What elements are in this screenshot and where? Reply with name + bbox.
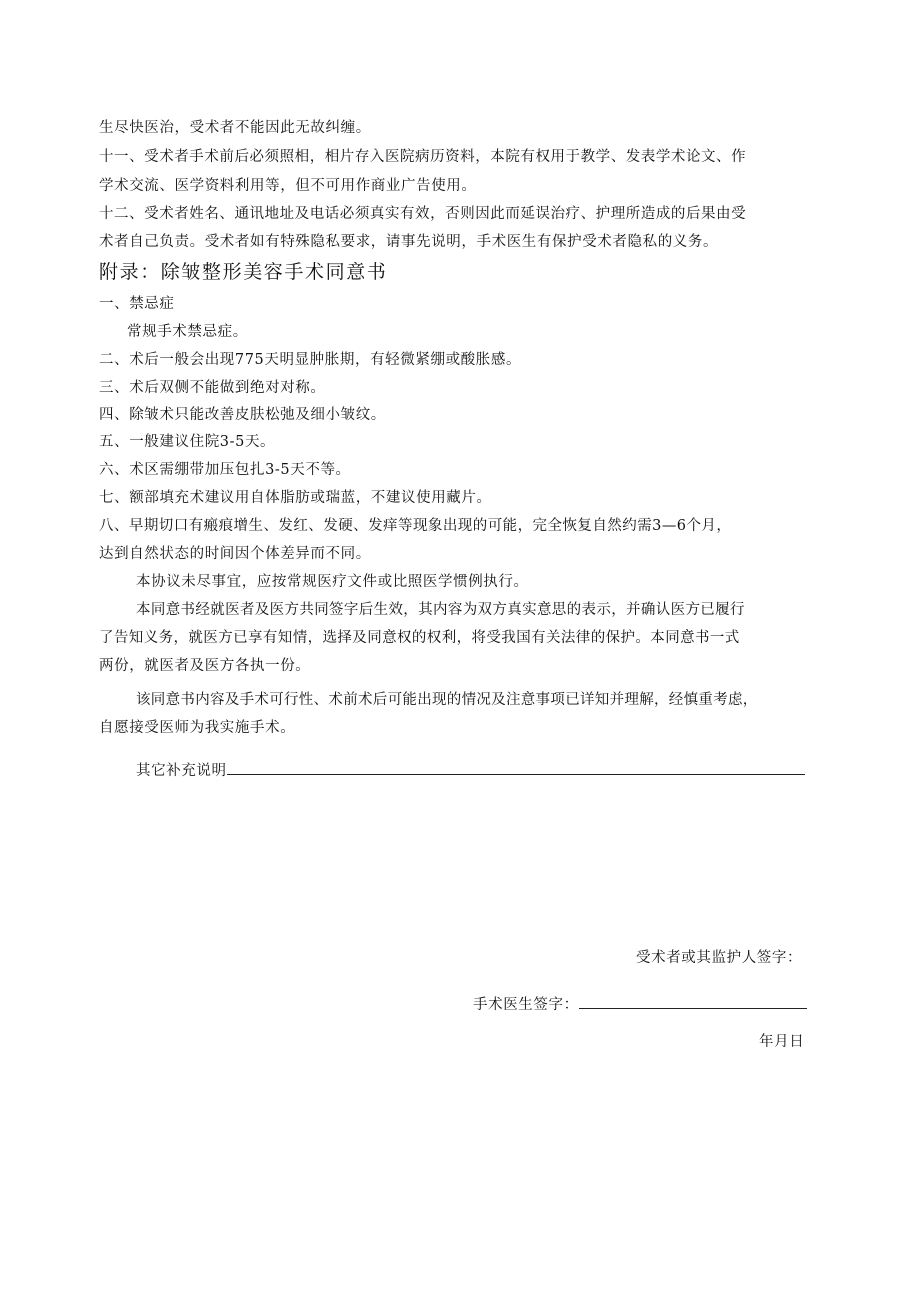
other-notes-row: [136, 760, 805, 781]
surgeon-signature-label: 手术医生签字：: [473, 997, 579, 1013]
closing-paragraph-1: 本协议未尽事宜，应按常规医疗文件或比照医学惯例执行。: [136, 574, 529, 590]
appendix-item-8-line-2: 达到自然状态的时间因个体差异而不同。: [99, 546, 371, 562]
appendix-item-3: 三、术后双侧不能做到绝对对称。: [99, 380, 326, 396]
appendix-item-6: 六、术区需绷带加压包扎3-5天不等。: [99, 462, 351, 478]
clause-11-line-1: [99, 147, 823, 167]
appendix-item-2: 二、术后一般会出现775天明显肿胀期，有轻微紧绷或酸胀感。: [99, 352, 522, 368]
appendix-item-1-detail: 常规手术禁忌症。: [127, 324, 248, 340]
appendix-item-4: 四、除皱术只能改善皮肤松弛及细小皱纹。: [99, 407, 386, 423]
surgeon-signature-row: [473, 994, 807, 1015]
appendix-item-5: 五、一般建议住院3-5天。: [99, 434, 276, 450]
clause-11-line-2: 学术交流、医学资料利用等，但不可用作商业广告使用。: [99, 178, 477, 194]
other-notes-label: 其它补充说明: [136, 763, 227, 779]
closing-paragraph-3-line-2: 自愿接受医师为我实施手术。: [99, 720, 296, 736]
closing-paragraph-3-line-1: 该同意书内容及手术可行性、术前术后可能出现的情况及注意事项已详知并理解，经慎重考虑，: [136, 692, 758, 708]
clause-12-line-1: 十二、受术者姓名、通讯地址及电话必须真实有效，否则因此而延误治疗、护理所造成的后果由受: [99, 206, 747, 222]
closing-paragraph-2-line-3: 两份，就医者及医方各执一份。: [99, 658, 311, 674]
other-notes-blank[interactable]: [227, 760, 805, 775]
closing-paragraph-2-line-1: 本同意书经就医者及医方共同签字后生效，其内容为双方真实意思的表示，并确认医方已履行: [136, 602, 745, 618]
clause-11-line-1-text: 十一、受术者手术前后必须照相，相片存入医院病历资料，本院有权用于教学、发表学术论文、作: [99, 149, 747, 165]
clause-10-tail: 生尽快医治，受术者不能因此无故纠缠。: [99, 120, 371, 136]
appendix-item-8-line-1: 八、早期切口有瘢痕增生、发红、发硬、发痒等现象出现的可能，完全恢复自然约需3—6个月，: [99, 518, 732, 534]
appendix-title: 附录：除皱整形美容手术同意书: [99, 261, 388, 283]
patient-signature-label: 受术者或其监护人签字：: [636, 950, 803, 966]
date-label: 年月日: [759, 1034, 805, 1050]
appendix-item-7: 七、额部填充术建议用自体脂肪或瑞蓝，不建议使用藏片。: [99, 490, 492, 506]
closing-paragraph-2-line-2: 了告知义务，就医方已享有知情，选择及同意权的权利，将受我国有关法律的保护。本同意书一式: [99, 630, 740, 646]
appendix-item-1: 一、禁忌症: [99, 296, 175, 312]
clause-12-line-2: 术者自己负责。受术者如有特殊隐私要求，请事先说明，手术医生有保护受术者隐私的义务。: [99, 234, 719, 250]
surgeon-signature-blank[interactable]: [579, 994, 807, 1009]
